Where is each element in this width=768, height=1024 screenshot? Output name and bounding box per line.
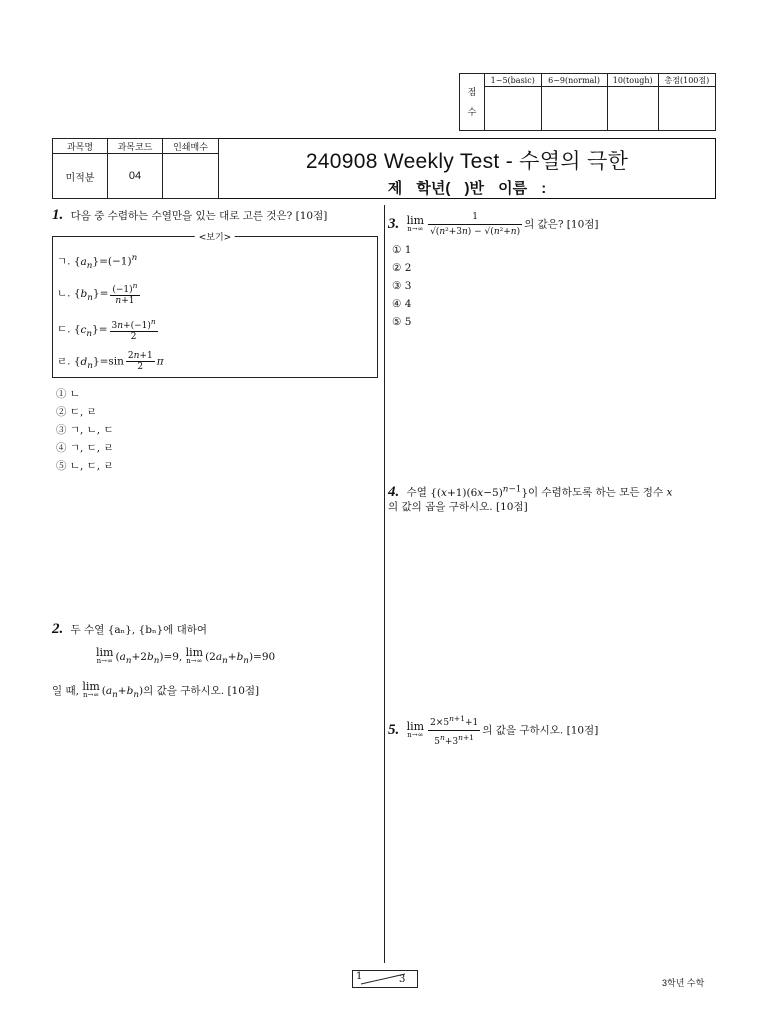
- question-4-text: 이 수렴하도록 하는 모든 정수: [528, 486, 664, 499]
- bogi-item-3: ㄷ. $\{c_n\}=$ $\frac{3n+(-1)^n}{2}$: [57, 317, 156, 342]
- question-5: 5. lim n→∞ $\frac{2\times 5^{n+1}+1}{5^n+3^{n+1}}$ 의 값을 구하시오. [10점]: [388, 714, 599, 747]
- question-2-condition: lim n→∞ $(a_n+2b_n)=9$, lim n→∞ $(2a_n+b_n)=90$: [96, 646, 276, 667]
- question-1-text: 다음 중 수렴하는 수열만을 있는 대로 고른 것은? [10점]: [70, 210, 328, 222]
- question-1: [52, 208, 327, 223]
- question-2-ask-pre: 일 때,: [52, 685, 79, 697]
- header-col3-label: 인쇄매수: [163, 139, 219, 154]
- bogi-item-2-label: ㄴ.: [57, 287, 71, 300]
- question-1-choices: [56, 385, 114, 475]
- score-table: [459, 73, 716, 131]
- page-indicator: [352, 970, 418, 988]
- score-label-bottom: 수: [467, 107, 477, 117]
- q1-choice-1[interactable]: ① ㄴ: [56, 388, 80, 400]
- q1-choice-4[interactable]: ④ ㄱ, ㄷ, ㄹ: [56, 442, 114, 454]
- question-3-choices: [392, 241, 411, 331]
- score-cell-basic[interactable]: [485, 87, 542, 131]
- score-label-top: 점: [467, 87, 477, 97]
- bogi-item-4: ㄹ. $\{d_n\}=\sin$ $\frac{2n+1}{2}$ π: [57, 351, 164, 372]
- question-4-number: 4.: [388, 483, 400, 500]
- score-col-basic: 1~5(basic): [485, 74, 542, 87]
- q3-choice-4[interactable]: ④ 4: [392, 298, 412, 310]
- question-2: [52, 622, 207, 637]
- page-indicator-slash: [353, 971, 417, 987]
- bogi-item-1: ㄱ. $\{a_n\}=(-1)^n$: [57, 253, 138, 271]
- bogi-item-1-label: ㄱ.: [57, 255, 71, 268]
- score-label: [460, 74, 485, 131]
- bogi-box: [52, 233, 378, 378]
- q1-choice-3[interactable]: ③ ㄱ, ㄴ, ㄷ: [56, 424, 114, 436]
- header-col1-value: 미적분: [53, 154, 108, 199]
- question-4-line2: 의 값의 곱을 구하시오. [10점]: [388, 501, 528, 513]
- bogi-item-4-label: ㄹ.: [57, 355, 71, 368]
- exam-subtitle: 제 학년( )반 이름 :: [387, 180, 547, 197]
- question-5-suffix: 의 값을 구하시오. [10점]: [482, 724, 599, 737]
- q3-choice-2[interactable]: ② 2: [392, 262, 412, 274]
- score-cell-total[interactable]: [658, 87, 715, 131]
- question-1-number: 1.: [52, 207, 64, 223]
- q3-choice-1[interactable]: ① 1: [392, 244, 412, 256]
- q1-choice-5[interactable]: ⑤ ㄴ, ㄷ, ㄹ: [56, 460, 114, 472]
- column-divider: [384, 205, 385, 963]
- q1-choice-2[interactable]: ② ㄷ, ㄹ: [56, 406, 97, 418]
- question-3-number: 3.: [388, 215, 400, 232]
- score-col-tough: 10(tough): [607, 74, 658, 87]
- question-2-ask: 일 때, lim n→∞ $(a_n+b_n)$의 값을 구하시오. [10점]: [52, 680, 260, 701]
- question-3: 3. lim n→∞ $\frac{1}{\text{√(n²+3n) − √(n²+n)}}$ 의 값은? [10점]: [388, 212, 599, 237]
- score-cell-tough[interactable]: [607, 87, 658, 131]
- header-col2-value: 04: [108, 154, 163, 199]
- question-2-ask-post: 의 값을 구하시오. [10점]: [143, 685, 260, 697]
- page-current: 1: [356, 971, 363, 982]
- footer-grade-subject: 3학년 수학: [662, 978, 705, 988]
- question-2-number: 2.: [52, 621, 64, 637]
- question-2-text: 두 수열 {aₙ}, {bₙ}에 대하여: [70, 624, 208, 636]
- question-5-number: 5.: [388, 721, 400, 738]
- question-4-pre: 수열: [406, 486, 427, 499]
- question-3-suffix: 의 값은? [10점]: [524, 218, 599, 231]
- header-col3-value[interactable]: [163, 154, 219, 199]
- header-col1-label: 과목명: [53, 139, 108, 154]
- q3-choice-3[interactable]: ③ 3: [392, 280, 412, 292]
- score-cell-normal[interactable]: [541, 87, 607, 131]
- exam-title: 240908 Weekly Test - 수열의 극한: [305, 150, 629, 173]
- score-col-normal: 6~9(normal): [541, 74, 607, 87]
- q3-choice-5[interactable]: ⑤ 5: [392, 316, 412, 328]
- page-total: 3: [399, 974, 406, 985]
- header-col2-label: 과목코드: [108, 139, 163, 154]
- bogi-item-2: ㄴ. $\{b_n\}=$ $\frac{(-1)^n}{n+1}$: [57, 281, 138, 306]
- score-col-total: 총점(100점): [658, 74, 715, 87]
- bogi-title: <보기>: [195, 230, 235, 243]
- exam-header: [52, 138, 716, 199]
- header-title-cell: [219, 139, 716, 199]
- bogi-item-3-label: ㄷ.: [57, 323, 71, 336]
- question-4: 4. 수열 $\{(x+1)(6x-5)^{n-1}\}$이 수렴하도록 하는 모든 정수 x: [388, 483, 673, 500]
